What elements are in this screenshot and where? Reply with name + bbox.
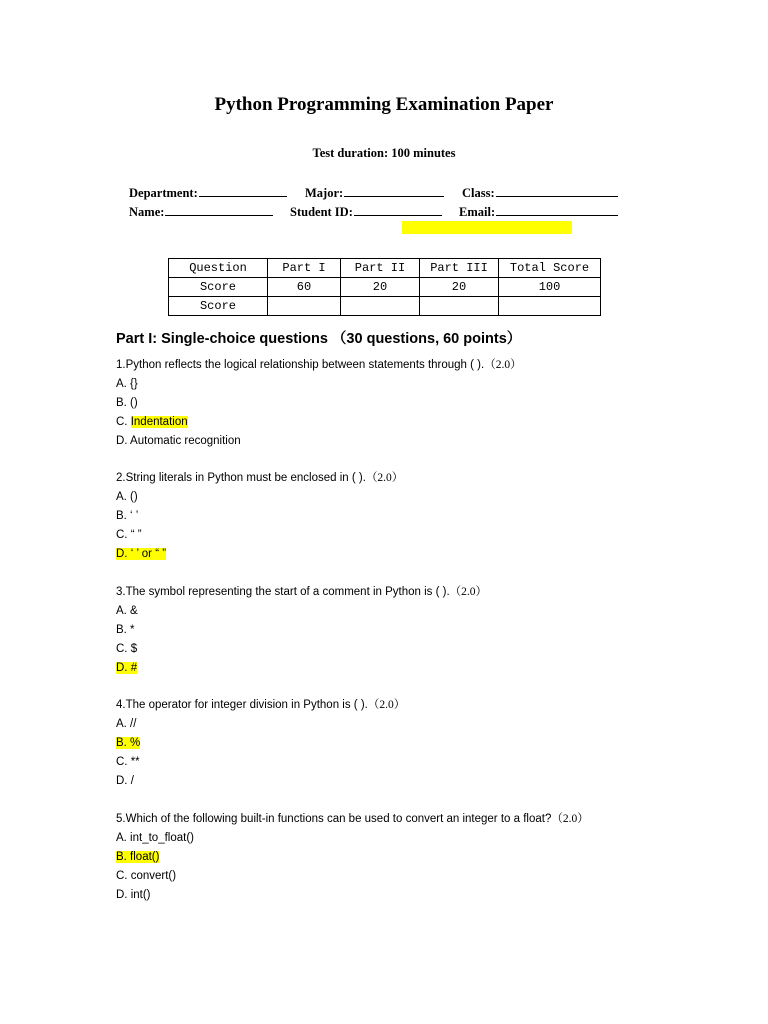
question-points: （2.0） [365,472,404,484]
option-a: A. {} [116,378,138,390]
score-table-header: Part II [341,259,420,278]
question-5 [116,810,589,905]
email-field [459,203,618,220]
question-text: 5.Which of the following built-in functions can be used to convert an integer to a float? [116,813,552,825]
question-text: 1.Python reflects the logical relationship between statements through ( ). [116,359,485,371]
score-table-cell [341,297,420,316]
highlighted-answer: B. float() [116,851,160,863]
question-4 [116,696,405,791]
table-row [169,297,601,316]
score-table [168,258,601,316]
question-points: （2.0） [551,813,589,825]
score-table-cell [420,297,499,316]
question-text: 3.The symbol representing the start of a comment in Python is ( ). [116,586,450,598]
highlighted-answer: D. # [116,662,138,674]
option-a: A. int_to_float() [116,832,194,844]
email-label: Email: [459,205,496,219]
highlighted-answer: Indentation [130,416,188,428]
score-table-header-row [169,259,601,278]
question-stem [116,469,403,488]
score-table-cell: Score [169,297,268,316]
question-stem [116,356,522,375]
class-blank [496,184,618,197]
option-b: B. () [116,397,138,409]
name-label: Name: [129,205,165,219]
score-table-header: Question [169,259,268,278]
score-table-cell [268,297,341,316]
option-d [116,545,403,564]
score-table-cell: 60 [268,278,341,297]
option-a: A. & [116,605,138,617]
department-blank [199,184,287,197]
student-id-field [290,203,442,220]
name-blank [165,203,273,216]
student-id-blank [354,203,442,216]
highlighted-answer: D. ‘ ’ or “ ” [116,548,167,560]
score-table-cell [499,297,601,316]
question-stem [116,583,487,602]
major-label: Major: [305,186,344,200]
page-title: Python Programming Examination Paper [214,94,554,115]
option-b: B. ‘ ’ [116,510,139,522]
option-c-prefix: C. [116,416,131,428]
question-stem [116,810,589,829]
score-table-cell: 20 [341,278,420,297]
option-c: C. $ [116,643,138,655]
question-text: 2.String literals in Python must be enclosed in ( ). [116,472,366,484]
score-table-header: Total Score [499,259,601,278]
major-field [305,184,444,201]
option-d: D. / [116,775,134,787]
email-blank [496,203,618,216]
highlight-bar [402,221,572,234]
highlighted-answer: B. % [116,737,141,749]
option-a: A. // [116,718,137,730]
class-label: Class: [462,186,495,200]
section-title: Part I: Single-choice questions （30 questions, 60 points） [116,331,522,347]
question-1 [116,356,522,451]
question-3 [116,583,487,678]
option-b [116,734,405,753]
option-d [116,659,487,678]
question-points: （2.0） [367,699,406,711]
option-d: D. Automatic recognition [116,435,241,447]
question-2 [116,469,403,564]
option-a: A. () [116,491,138,503]
score-table-cell: 20 [420,278,499,297]
option-b: B. * [116,624,135,636]
option-c: C. convert() [116,870,177,882]
option-b [116,848,589,867]
department-field [129,184,287,201]
test-duration: Test duration: 100 minutes [312,146,456,160]
name-field [129,203,273,220]
department-label: Department: [129,186,198,200]
question-stem [116,696,405,715]
question-points: （2.0） [484,359,522,371]
score-table-header: Part I [268,259,341,278]
score-table-cell: Score [169,278,268,297]
question-text: 4.The operator for integer division in Python is ( ). [116,699,368,711]
score-table-header: Part III [420,259,499,278]
student-id-label: Student ID: [290,205,353,219]
option-c [116,413,522,432]
class-field [462,184,618,201]
option-c: C. “ ” [116,529,142,541]
score-table-cell: 100 [499,278,601,297]
question-points: （2.0） [449,586,488,598]
option-c: C. ** [116,756,140,768]
table-row [169,278,601,297]
option-d: D. int() [116,889,151,901]
major-blank [344,184,444,197]
